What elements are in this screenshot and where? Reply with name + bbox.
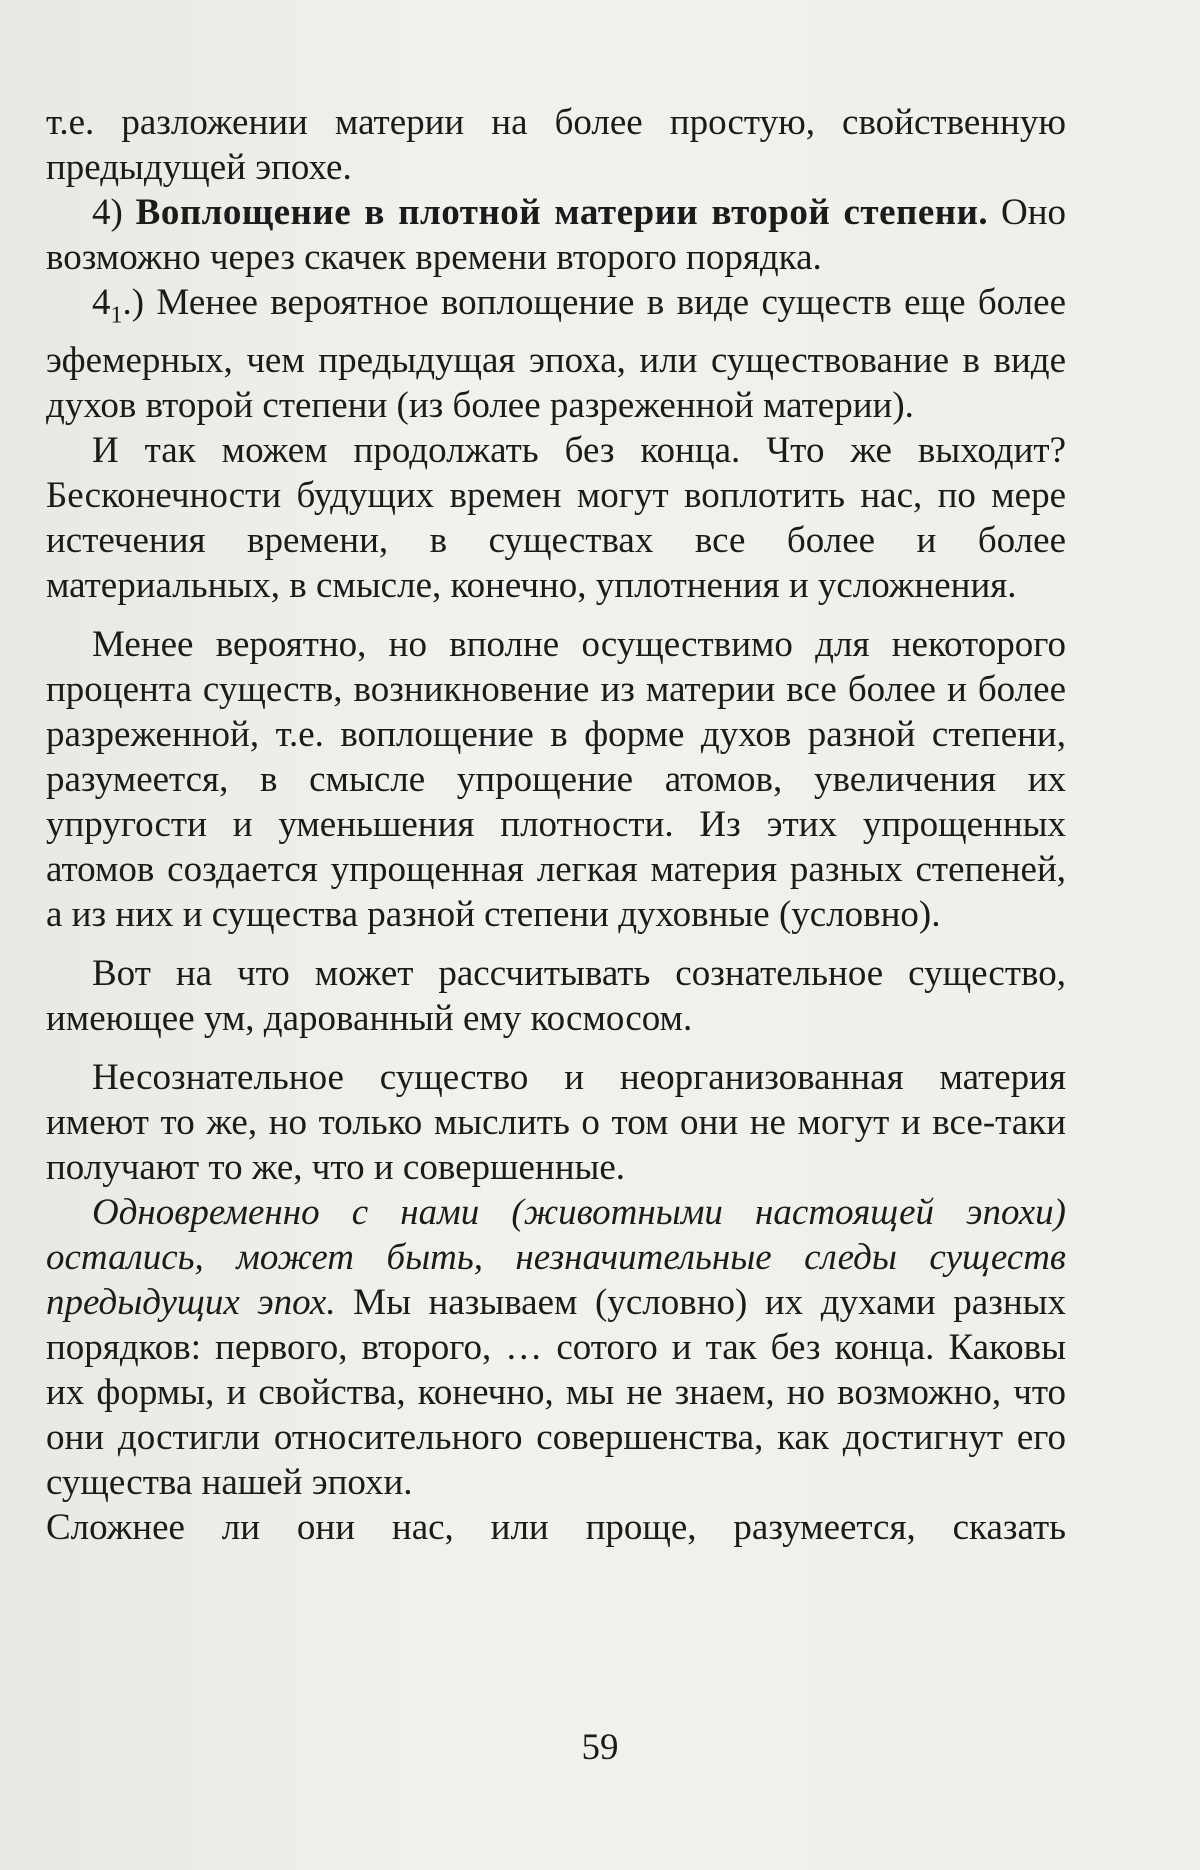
paragraph-2-number: 4) <box>92 192 123 233</box>
paragraph-3-number: 4 <box>92 282 111 323</box>
page-number: 59 <box>581 1727 619 1768</box>
paragraph-5: Менее вероятно, но вполне осуществимо для некоторого процента существ, возникновение из материи все более и более разреженной, т.е. воплощение в форме духов разной степени, разумеется, в смысле упрощение атомов, увеличения их упругости и уменьшения плотности. Из этих упрощенных атомов создается упрощенная легкая материя разных степеней, а из них и существа разной степени духовные (условно). <box>46 624 1066 936</box>
paragraph-3-subscript: 1 <box>110 302 123 329</box>
paragraph-2-text: Оно возможно через скачек времени второго порядка. <box>46 192 1066 278</box>
paragraph-2-heading: Воплощение в плотной материи второй степени. <box>135 192 989 233</box>
paragraph-8-text: Мы называем (условно) их духами разных порядков: первого, второго, … сотого и так без конца. Каковы их формы, и свойства, конечно, мы не знаем, но возможно, что они достигли относительного совершенства, как достигнут его существа нашей эпохи. <box>46 1282 1066 1504</box>
paragraph-1: т.е. разложении материи на более простую, свойственную предыдущей эпохе. <box>46 102 1066 188</box>
paragraph-8 <box>46 1190 1066 1505</box>
paragraph-7: Несознательное существо и неорганизованная материя имеют то же, но только мыслить о том они не могут и все-таки получают то же, что и совершенные. <box>46 1057 1066 1189</box>
paragraph-2 <box>46 190 1066 280</box>
paragraph-3 <box>46 280 1066 428</box>
paragraph-8-last-line: Сложнее ли они нас, или проще, разумеется, сказать <box>46 1507 1066 1549</box>
page-text <box>46 100 1066 1550</box>
paragraph-4: И так можем продолжать без конца. Что же выходит? Бесконечности будущих времен могут воплотить нас, по мере истечения времени, в существах все более и более материальных, в смысле, конечно, уплотнения и усложнения. <box>46 430 1066 607</box>
paragraph-3-text: .) Менее вероятное воплощение в виде существ еще более эфемерных, чем предыдущая эпоха, или существование в виде духов второй степени (из более разреженной материи). <box>46 282 1066 427</box>
paragraph-8-italic: Одновременно с нами (животными настоящей эпохи) остались, может быть, незначительные следы существ предыдущих эпох. <box>46 1192 1066 1324</box>
paragraph-6: Вот на что может рассчитывать сознательное существо, имеющее ум, дарованный ему космосом. <box>46 953 1066 1040</box>
